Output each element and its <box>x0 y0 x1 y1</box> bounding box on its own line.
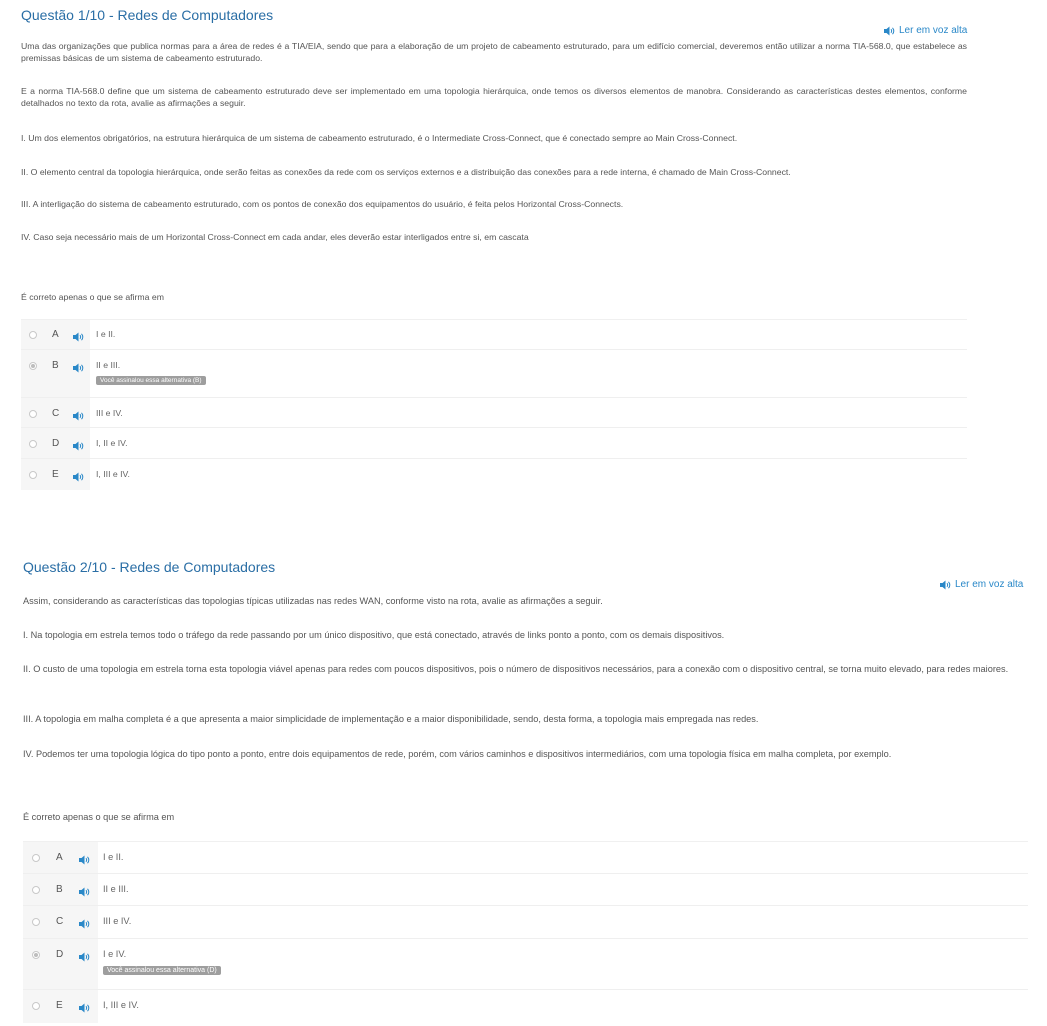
radio-e[interactable] <box>29 471 37 479</box>
alt-letter: B <box>52 360 59 371</box>
alternative-e[interactable] <box>21 458 967 490</box>
question-2 <box>0 550 1047 1026</box>
q1-statement-3: III. A interligação do sistema de cabeamento estruturado, com os pontos de conexão dos equipamentos do usuário, é feita pelos Horizontal Cross-Connects. <box>21 199 624 209</box>
question-1-title: Questão 1/10 - Redes de Computadores <box>21 7 274 23</box>
alt-letter: E <box>56 1000 63 1011</box>
alternative-d[interactable] <box>21 427 967 459</box>
radio-d[interactable] <box>32 951 40 959</box>
alt-text: I, III e IV. <box>96 469 130 479</box>
radio-b[interactable] <box>32 886 40 894</box>
q1-statement-2: II. O elemento central da topologia hierárquica, onde serão feitas as conexões da rede com os serviços externos e a distribuição das conexões para a rede interna, é chamado de Main Cross-Connect. <box>21 167 791 177</box>
radio-c[interactable] <box>32 918 40 926</box>
alternative-d[interactable] <box>23 938 1028 990</box>
question-1 <box>0 0 1047 500</box>
read-aloud-label: Ler em voz alta <box>955 579 1024 590</box>
alt-letter: E <box>52 469 59 480</box>
read-aloud-label: Ler em voz alta <box>899 25 968 36</box>
speaker-icon[interactable] <box>73 408 85 426</box>
alternative-e[interactable] <box>23 989 1028 1023</box>
alt-text: I e II. <box>96 329 116 339</box>
alt-text: I e II. <box>103 852 124 862</box>
q2-statement-4: IV. Podemos ter uma topologia lógica do tipo ponto a ponto, entre dois equipamentos de rede, porém, com vários caminhos e dispositivos intermediários, com uma topologia física em malha completa, por exemplo. <box>23 749 892 759</box>
selected-badge: Você assinalou essa alternativa (B) <box>96 376 206 385</box>
alt-letter: D <box>52 438 60 449</box>
alt-text: I e IV. <box>103 949 127 959</box>
q1-prompt: É correto apenas o que se afirma em <box>21 292 164 302</box>
alternative-b[interactable] <box>21 349 967 398</box>
radio-e[interactable] <box>32 1002 40 1010</box>
alt-text: I, III e IV. <box>103 1000 139 1010</box>
speaker-icon <box>940 580 952 590</box>
alt-text: III e IV. <box>103 916 132 926</box>
alt-letter: A <box>52 329 59 340</box>
alt-letter: C <box>56 916 64 927</box>
alt-text: II e III. <box>96 360 121 370</box>
alt-letter: C <box>52 408 60 419</box>
speaker-icon[interactable] <box>73 438 85 456</box>
speaker-icon[interactable] <box>73 360 85 378</box>
alt-text: II e III. <box>103 884 129 894</box>
alt-text: I, II e IV. <box>96 438 128 448</box>
q1-alternatives <box>21 319 967 489</box>
speaker-icon[interactable] <box>79 949 91 967</box>
q2-statement-1: I. Na topologia em estrela temos todo o tráfego da rede passando por um único dispositivo, que está conectado, através de links ponto a ponto, com os demais dispositivos. <box>23 630 725 640</box>
alt-letter: A <box>56 852 63 863</box>
q1-statement-1: I. Um dos elementos obrigatórios, na estrutura hierárquica de um sistema de cabeamento estruturado, é o Intermediate Cross-Connect, que é conectado sempre ao Main Cross-Connect. <box>21 133 738 143</box>
q1-statement-4: IV. Caso seja necessário mais de um Horizontal Cross-Connect em cada andar, eles deverão estar interligados entre si, em cascata <box>21 232 529 242</box>
q2-prompt: É correto apenas o que se afirma em <box>23 812 175 822</box>
speaker-icon[interactable] <box>79 852 91 870</box>
alternative-a[interactable] <box>21 319 967 350</box>
selected-badge: Você assinalou essa alternativa (D) <box>103 966 221 975</box>
alternative-c[interactable] <box>23 905 1028 939</box>
q2-statement-2: II. O custo de uma topologia em estrela torna esta topologia viável apenas para redes com poucos dispositivos, pois o número de dispositivos necessários, para a conexão com o dispositivo central, se torna muito elevado, para redes maiores. <box>23 664 1009 674</box>
alt-letter: B <box>56 884 63 895</box>
q2-alternatives <box>23 841 1028 1022</box>
radio-b[interactable] <box>29 362 37 370</box>
alternative-c[interactable] <box>21 397 967 428</box>
alt-letter: D <box>56 949 64 960</box>
speaker-icon[interactable] <box>79 884 91 902</box>
alternative-b[interactable] <box>23 873 1028 906</box>
radio-a[interactable] <box>32 854 40 862</box>
speaker-icon[interactable] <box>79 1000 91 1018</box>
q2-statement-3: III. A topologia em malha completa é a que apresenta a maior simplicidade de implementação e a maior disponibilidade, sendo, desta forma, a topologia mais empregada nas redes. <box>23 714 759 724</box>
radio-c[interactable] <box>29 410 37 418</box>
read-aloud-button-q1[interactable] <box>884 25 967 36</box>
speaker-icon <box>884 26 896 36</box>
q1-paragraph: Uma das organizações que publica normas para a área de redes é a TIA/EIA, sendo que para a elaboração de um projeto de cabeamento estruturado, para um edifício comercial, deveremos então utilizar a norma TIA-568.0, que estabelece as premissas básicas de um sistema de cabeamento estruturado. <box>21 41 967 63</box>
read-aloud-button-q2[interactable] <box>940 579 1023 590</box>
radio-a[interactable] <box>29 331 37 339</box>
alternative-a[interactable] <box>23 841 1028 874</box>
q2-paragraph: Assim, considerando as características das topologias típicas utilizadas nas redes WAN, conforme visto na rota, avalie as afirmações a seguir. <box>23 596 603 606</box>
alt-text: III e IV. <box>96 408 123 418</box>
speaker-icon[interactable] <box>73 329 85 347</box>
speaker-icon[interactable] <box>79 916 91 934</box>
q1-paragraph: E a norma TIA-568.0 define que um sistema de cabeamento estruturado deve ser implementado em uma topologia hierárquica, onde temos os diversos elementos de manobra. Considerando as características destes elementos, conforme detalhados no texto da rota, avalie as afirmações a seguir. <box>21 86 967 108</box>
question-2-title: Questão 2/10 - Redes de Computadores <box>23 559 276 575</box>
radio-d[interactable] <box>29 440 37 448</box>
speaker-icon[interactable] <box>73 469 85 487</box>
